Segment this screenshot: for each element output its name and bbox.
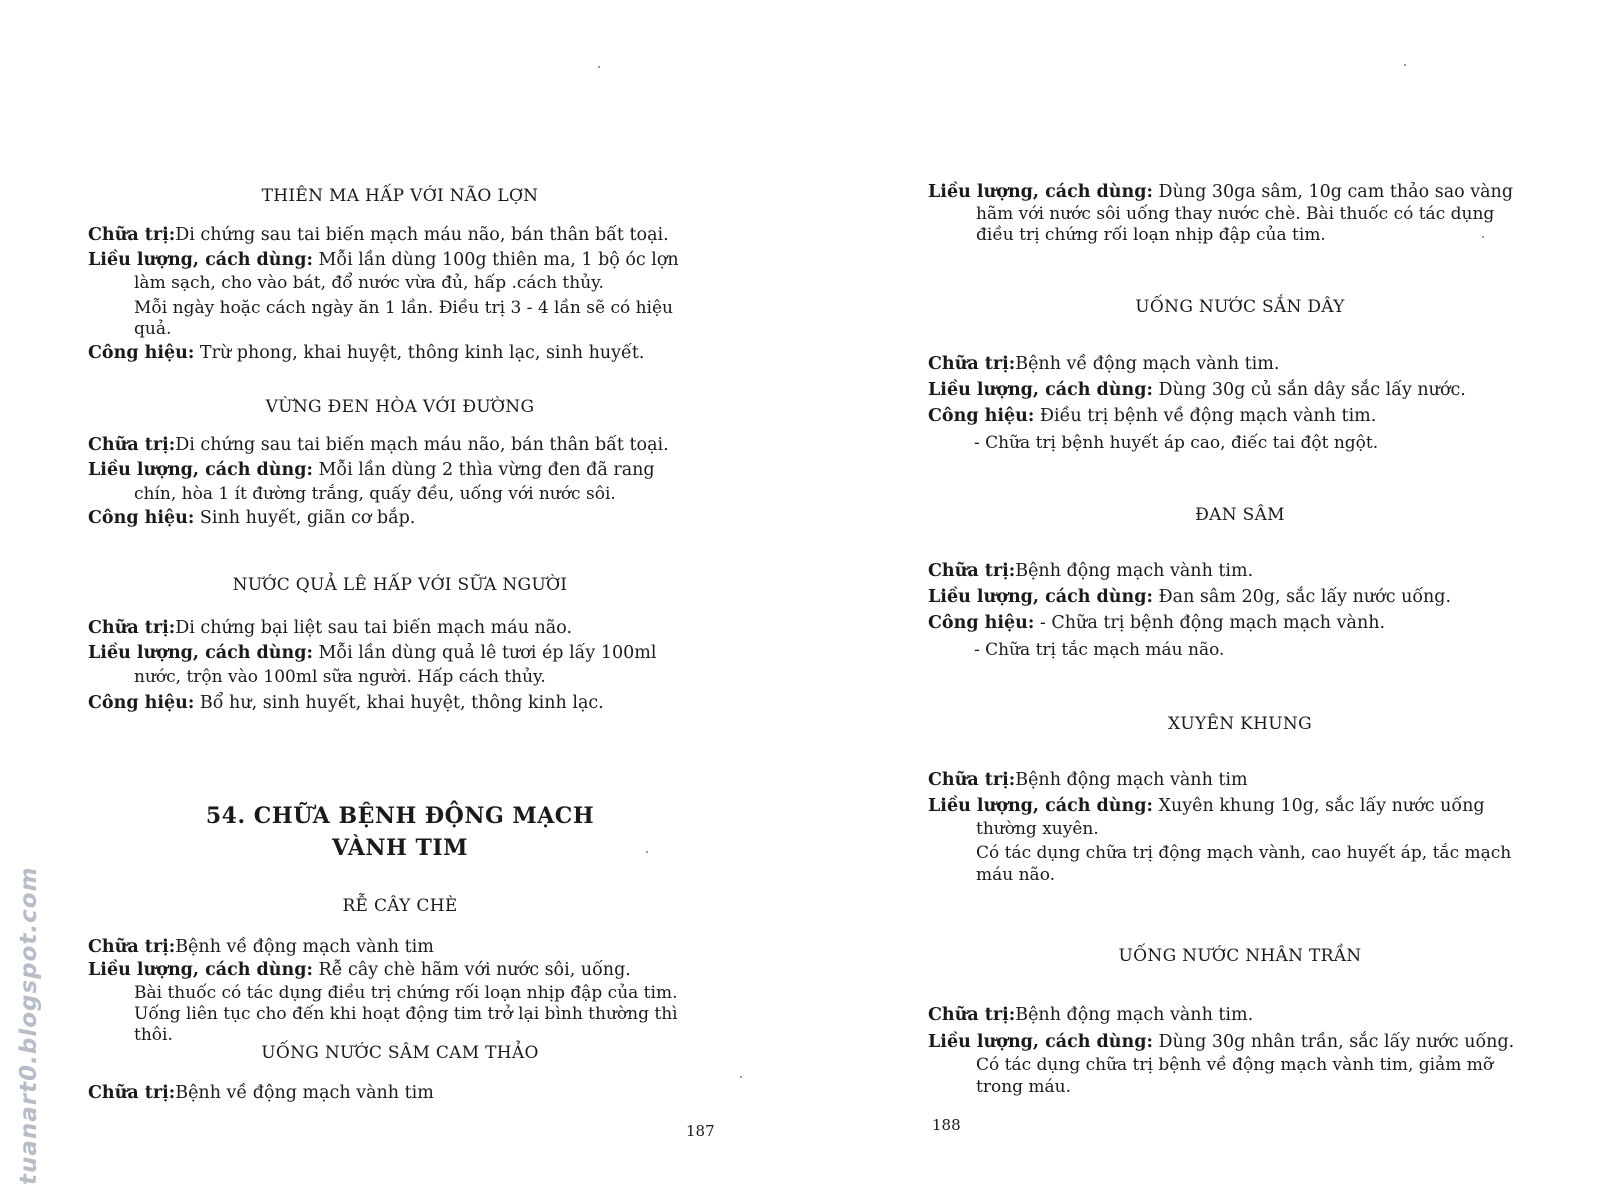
page-number: 188 (932, 1116, 961, 1134)
effect-continuation: - Chữa trị bệnh huyết áp cao, điếc tai đột ngột. (974, 433, 1379, 453)
effect-label: Công hiệu: (88, 508, 195, 528)
effect-label: Công hiệu: (928, 406, 1035, 426)
treat-text: Di chứng sau tai biến mạch máu não, bán thân bất toại. (175, 435, 669, 455)
dose-continuation: quả. (134, 319, 172, 339)
dose-continuation: Có tác dụng chữa trị động mạch vành, cao huyết áp, tắc mạch (976, 843, 1512, 863)
chapter-heading (150, 800, 650, 864)
dose-line (928, 585, 1451, 609)
dose-label: Liều lượng, cách dùng: (88, 250, 313, 270)
dose-line (928, 180, 1513, 204)
treat-label: Chữa trị: (928, 1005, 1016, 1025)
treat-text: Bệnh động mạch vành tim. (1015, 561, 1254, 581)
dose-continuation: hãm với nước sôi uống thay nước chè. Bài thuốc có tác dụng (976, 204, 1495, 224)
dose-label: Liều lượng, cách dùng: (928, 796, 1153, 816)
section-title: UỐNG NƯỚC SÂM CAM THẢO (261, 1043, 539, 1063)
dose-text: Đan sâm 20g, sắc lấy nước uống. (1158, 587, 1452, 607)
section-title: NƯỚC QUẢ LÊ HẤP VỚI SỮA NGƯỜI (232, 575, 568, 595)
dose-label: Liều lượng, cách dùng: (928, 380, 1153, 400)
treat-line (928, 1003, 1253, 1027)
treat-line (88, 935, 434, 959)
section-title: VỪNG ĐEN HÒA VỚI ĐƯỜNG (265, 397, 535, 417)
effect-text: Bổ hư, sinh huyết, khai huyệt, thông kinh lạc. (199, 693, 604, 713)
treat-line (928, 559, 1253, 583)
dose-line (88, 958, 631, 982)
dose-text: Dùng 30g củ sắn dây sắc lấy nước. (1158, 380, 1466, 400)
effect-text: Sinh huyết, giãn cơ bắp. (199, 508, 416, 528)
dose-label: Liều lượng, cách dùng: (88, 460, 313, 480)
scan-speck (646, 851, 648, 853)
effect-line (88, 341, 644, 365)
dose-text: Rễ cây chè hãm với nước sôi, uống. (318, 960, 631, 980)
treat-label: Chữa trị: (88, 1083, 176, 1103)
treat-text: Bệnh động mạch vành tim. (1015, 1005, 1254, 1025)
scan-speck (740, 1076, 742, 1078)
treat-label: Chữa trị: (928, 770, 1016, 790)
dose-text: Dùng 30ga sâm, 10g cam thảo sao vàng (1158, 182, 1514, 202)
watermark: tuanart0.blogspot.com (16, 866, 42, 1185)
treat-label: Chữa trị: (928, 561, 1016, 581)
section-title: UỐNG NƯỚC SẮN DÂY (1135, 297, 1345, 317)
dose-continuation: điều trị chứng rối loạn nhịp đập của tim. (976, 225, 1326, 245)
dose-line (88, 458, 655, 482)
treat-label: Chữa trị: (88, 225, 176, 245)
treat-text: Bệnh về động mạch vành tim. (1015, 354, 1280, 374)
dose-text: Dùng 30g nhân trần, sắc lấy nước uống. (1158, 1032, 1515, 1052)
dose-continuation: Mỗi ngày hoặc cách ngày ăn 1 lần. Điều trị 3 - 4 lần sẽ có hiệu (134, 298, 673, 318)
treat-line (928, 768, 1248, 792)
treat-label: Chữa trị: (928, 354, 1016, 374)
dose-continuation: Bài thuốc có tác dụng điều trị chứng rối loạn nhịp đập của tim. (134, 983, 678, 1003)
section-title: THIÊN MA HẤP VỚI NÃO LỢN (261, 186, 539, 206)
treat-line (88, 1081, 434, 1105)
dose-label: Liều lượng, cách dùng: (88, 960, 313, 980)
treat-text: Bệnh về động mạch vành tim (175, 937, 434, 957)
treat-line (88, 433, 669, 457)
dose-text: Xuyên khung 10g, sắc lấy nước uống (1158, 796, 1485, 816)
dose-continuation: thường xuyên. (976, 819, 1099, 839)
dose-text: Mỗi lần dùng 2 thìa vừng đen đã rang (318, 460, 655, 480)
treat-text: Bệnh về động mạch vành tim (175, 1083, 434, 1103)
treat-text: Di chứng bại liệt sau tai biến mạch máu não. (175, 618, 573, 638)
section-title: XUYÊN KHUNG (1168, 714, 1312, 734)
scan-speck (1404, 64, 1406, 66)
effect-label: Công hiệu: (88, 693, 195, 713)
dose-line (928, 378, 1466, 402)
right-page (800, 0, 1600, 1200)
effect-line (88, 691, 604, 715)
effect-line (928, 404, 1376, 428)
treat-line (928, 352, 1279, 376)
dose-line (928, 794, 1485, 818)
scan-speck (1482, 236, 1484, 238)
dose-text: Mỗi lần dùng 100g thiên ma, 1 bộ óc lợn (318, 250, 679, 270)
dose-line (928, 1030, 1514, 1054)
treat-label: Chữa trị: (88, 618, 176, 638)
dose-label: Liều lượng, cách dùng: (88, 643, 313, 663)
effect-label: Công hiệu: (928, 613, 1035, 633)
dose-continuation: trong máu. (976, 1077, 1072, 1097)
dose-continuation: Có tác dụng chữa trị bệnh về động mạch vành tim, giảm mỡ (976, 1055, 1494, 1075)
treat-label: Chữa trị: (88, 937, 176, 957)
dose-continuation: Uống liên tục cho đến khi hoạt động tim trở lại bình thường thì (134, 1004, 678, 1024)
dose-continuation: nước, trộn vào 100ml sữa người. Hấp cách thủy. (134, 667, 546, 687)
effect-text: - Chữa trị bệnh động mạch mạch vành. (1039, 613, 1386, 633)
effect-continuation: - Chữa trị tắc mạch máu não. (974, 640, 1225, 660)
dose-continuation: làm sạch, cho vào bát, đổ nước vừa đủ, hấp .cách thủy. (134, 273, 604, 293)
treat-label: Chữa trị: (88, 435, 176, 455)
treat-text: Di chứng sau tai biến mạch máu não, bán thân bất toại. (175, 225, 669, 245)
section-title: RỄ CÂY CHÈ (342, 896, 458, 916)
treat-line (88, 223, 669, 247)
section-title: ĐAN SÂM (1195, 505, 1285, 525)
dose-line (88, 248, 679, 272)
section-title: UỐNG NƯỚC NHÂN TRẦN (1118, 946, 1362, 966)
page-number: 187 (686, 1122, 715, 1140)
dose-line (88, 641, 656, 665)
dose-label: Liều lượng, cách dùng: (928, 587, 1153, 607)
scan-speck (598, 66, 600, 68)
treat-text: Bệnh động mạch vành tim (1015, 770, 1248, 790)
effect-line (88, 506, 415, 530)
dose-continuation: máu não. (976, 865, 1056, 885)
dose-continuation: thôi. (134, 1025, 173, 1045)
effect-text: Trừ phong, khai huyệt, thông kinh lạc, sinh huyết. (199, 343, 645, 363)
effect-line (928, 611, 1385, 635)
effect-label: Công hiệu: (88, 343, 195, 363)
dose-text: Mỗi lần dùng quả lê tươi ép lấy 100ml (318, 643, 657, 663)
dose-label: Liều lượng, cách dùng: (928, 182, 1153, 202)
chapter-heading-line: VÀNH TIM (332, 835, 468, 861)
treat-line (88, 616, 572, 640)
chapter-heading-line: 54. CHỮA BỆNH ĐỘNG MẠCH (205, 803, 595, 829)
effect-text: Điều trị bệnh về động mạch vành tim. (1039, 406, 1377, 426)
dose-continuation: chín, hòa 1 ít đường trắng, quấy đều, uống với nước sôi. (134, 484, 616, 504)
dose-label: Liều lượng, cách dùng: (928, 1032, 1153, 1052)
